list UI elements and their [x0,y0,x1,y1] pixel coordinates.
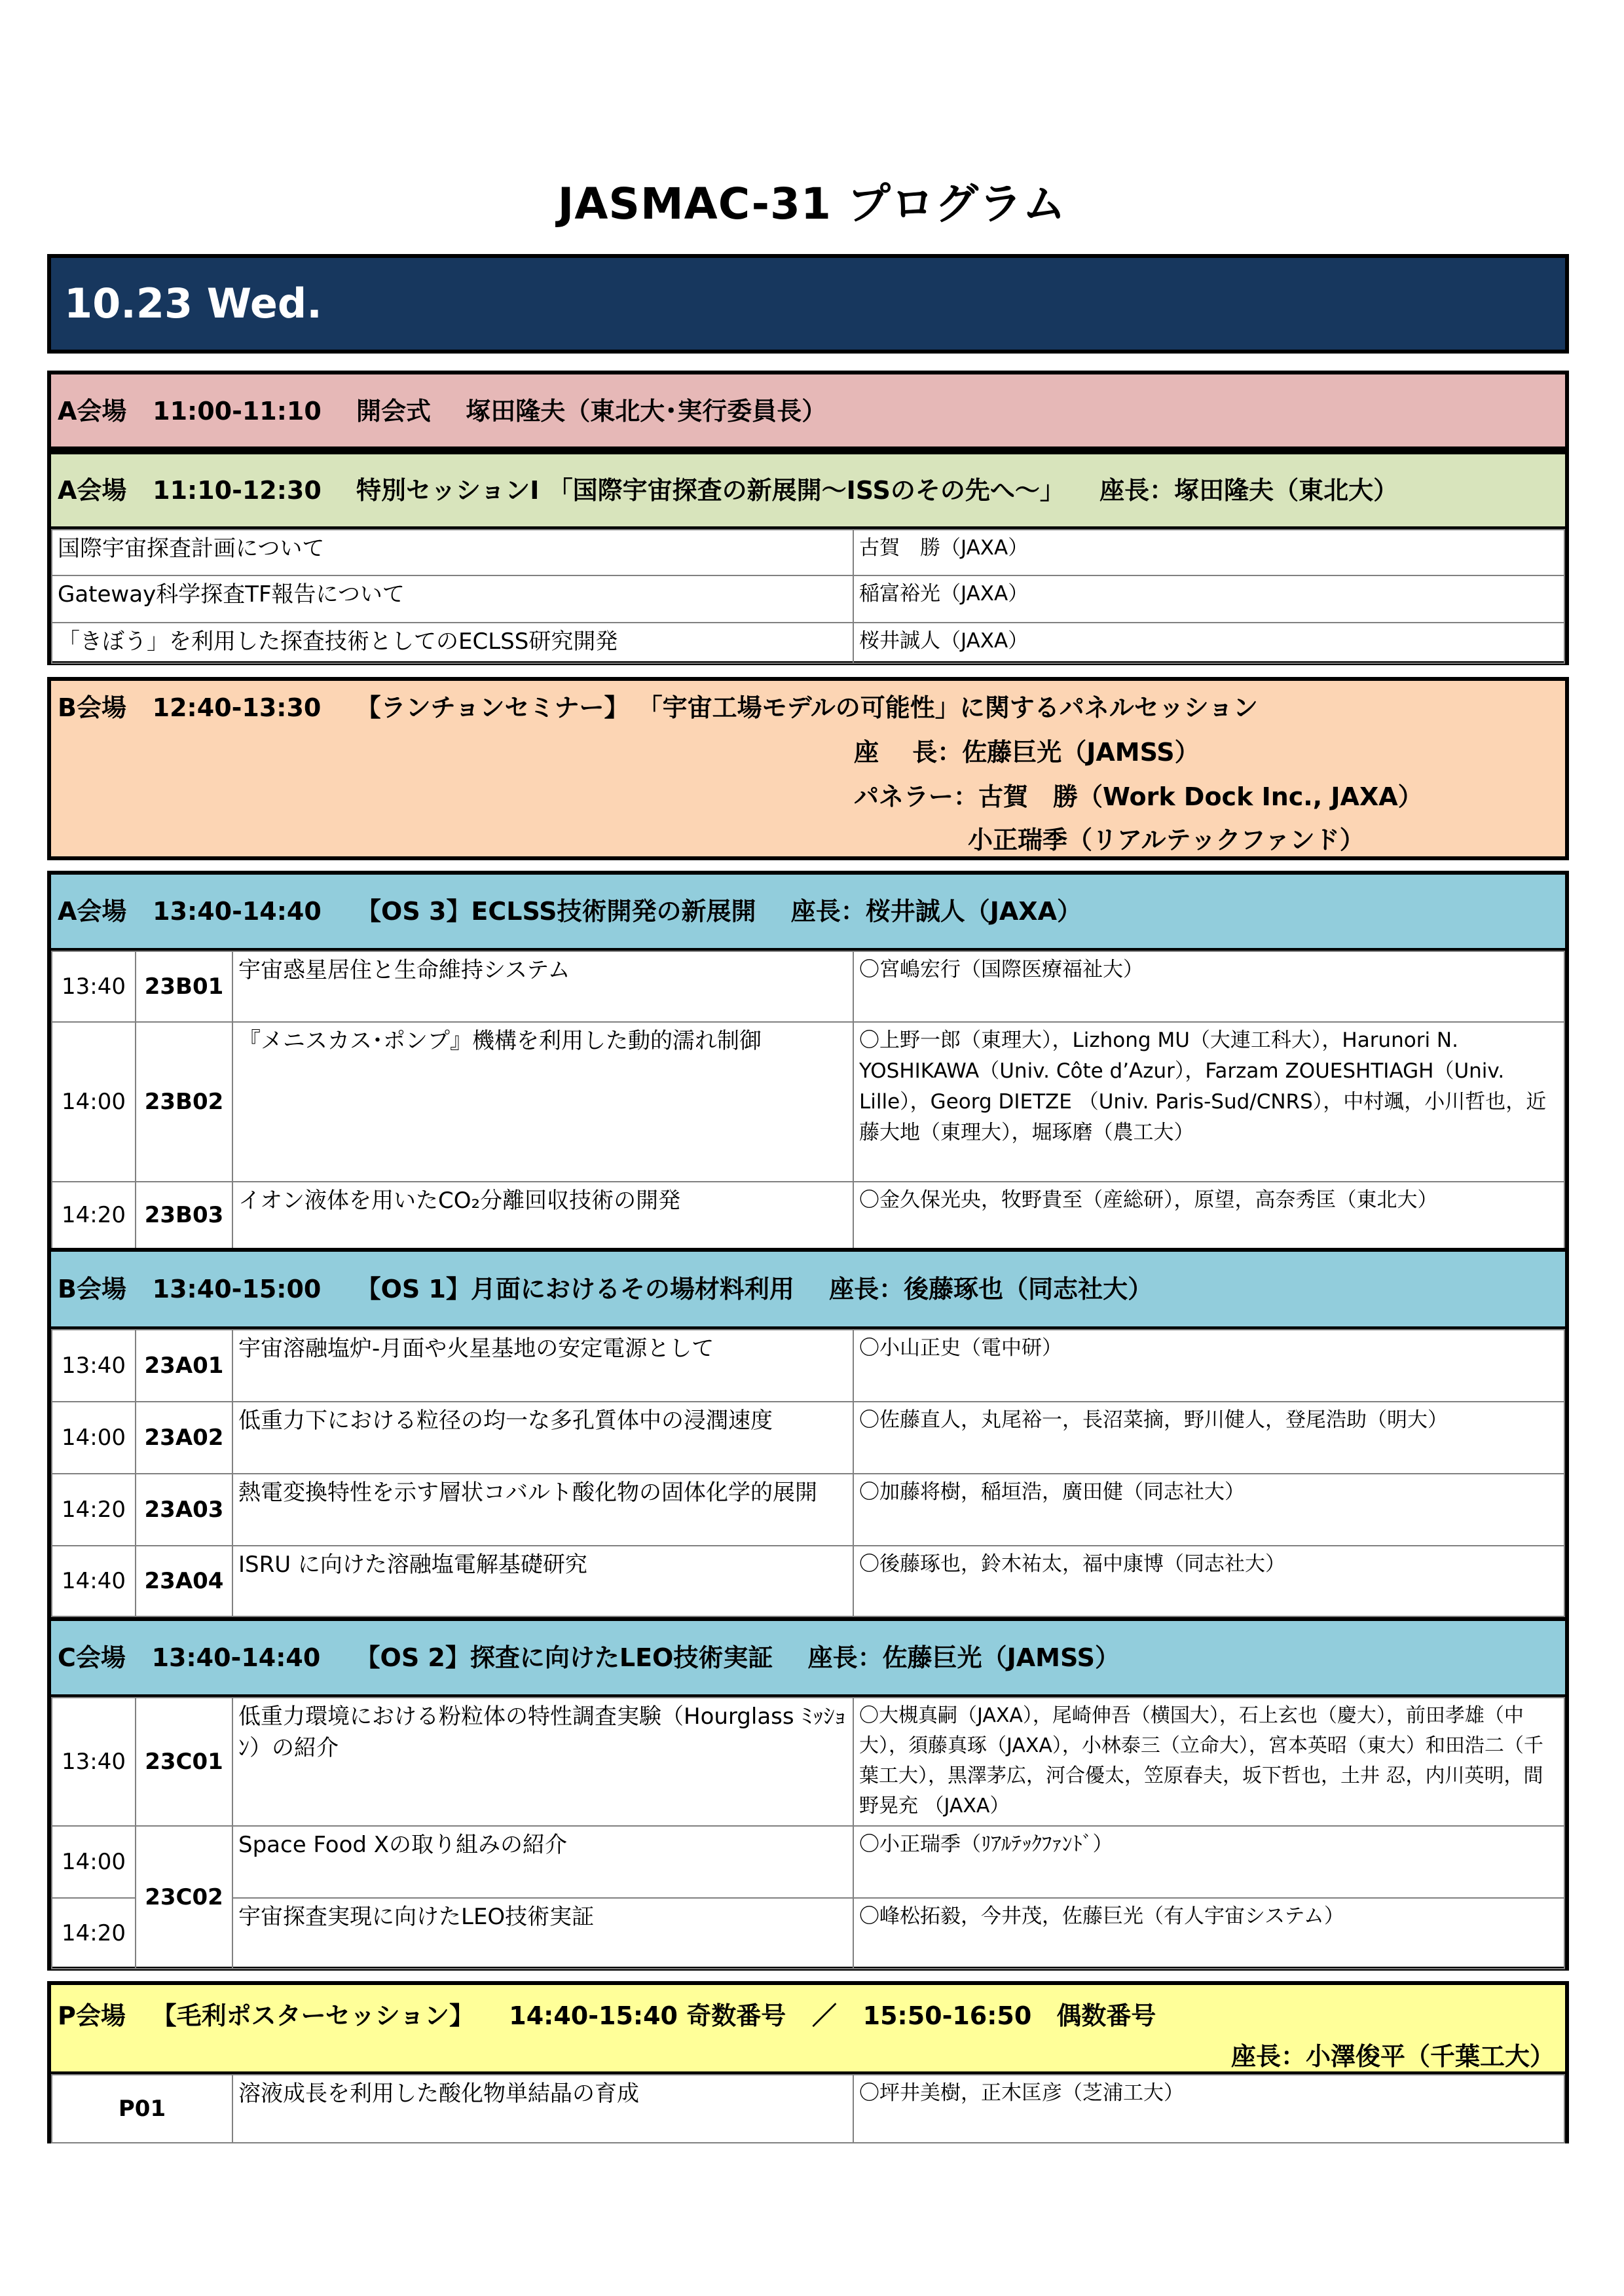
talk-id: 23A02 [136,1402,232,1474]
os2-header [51,1621,1565,1697]
talk-title: 宇宙探査実現に向けたLEO技術実証 [232,1898,853,1969]
venue: C会場 [58,1643,126,1672]
session-time: 13:40-14:40 [153,897,322,926]
venue: B会場 [58,1275,126,1303]
talk-id: 23A04 [136,1546,232,1616]
poster-title: 溶液成長を利用した酸化物単結晶の育成 [232,2075,853,2143]
session-time: 12:40-13:30 [152,693,322,722]
session-time-odd: 14:40-15:40 奇数番号 [509,2001,786,2030]
session-time: 13:40-14:40 [151,1643,321,1672]
os2-session [47,1617,1569,1971]
poster-table [51,2074,1565,2143]
talk-title: イオン液体を用いたCO₂分離回収技術の開発 [232,1182,853,1248]
session-label: 【OS 1】月面におけるその場材料利用 [356,1275,794,1303]
talk-author: 古賀 勝（JAXA） [853,530,1564,575]
os3-table [51,951,1565,1249]
session-chair: 座長：後藤琢也（同志社大） [829,1275,1153,1303]
session-label: 【毛利ポスターセッション】 [151,2001,475,2030]
session-chair: 座長：小澤俊平（千葉工大） [1230,2042,1555,2071]
talk-time: 14:20 [52,1898,136,1969]
luncheon-header [58,687,1258,723]
table-row [52,1546,1564,1616]
talk-time: 14:20 [52,1182,136,1248]
talk-title: 低重力環境における粉粒体の特性調査実験（Hourglass ﾐｯｼｮﾝ）の紹介 [232,1698,853,1826]
talk-id: 23B02 [136,1022,232,1182]
table-row [52,575,1564,623]
venue: A会場 [58,476,127,505]
talk-time: 14:00 [52,1402,136,1474]
talk-title: 熱電変換特性を示す層状コバルト酸化物の固体化学的展開 [232,1474,853,1546]
poster-header [51,1985,1565,2074]
poster-session [47,1981,1569,2143]
session-label: 【ランチョンセミナー】 「宇宙工場モデルの可能性」に関するパネルセッション [356,693,1259,722]
luncheon-session [47,677,1569,860]
table-row [52,1182,1564,1248]
poster-id: P01 [52,2075,232,2143]
talk-author: 〇大槻真嗣（JAXA），尾崎伸吾（横国大），石上玄也（慶大），前田孝雄（中大），須藤真琢（JAXA），小林泰三（立命大），宮本英昭（東大）和田浩二（千葉工大），黒澤茅広，河合優太，笠原春夫，坂下哲也，土井 忍，内川英明，間野晃充 （JAXA） [853,1698,1564,1826]
talk-id: 23C02 [136,1826,232,1969]
panelist-2: 小正瑞季（リアルテックファンド） [968,826,1365,854]
talk-title: Space Food Xの取り組みの紹介 [232,1826,853,1898]
talk-title: 『メニスカス･ポンプ』機構を利用した動的濡れ制御 [232,1022,853,1182]
talk-author: 〇小正瑞季（ﾘｱﾙﾃｯｸﾌｧﾝﾄﾞ） [853,1826,1564,1898]
talk-author: 〇峰松拓毅，今井茂，佐藤巨光（有人宇宙システム） [853,1898,1564,1969]
os3-session [47,871,1569,1252]
talk-time: 14:40 [52,1546,136,1616]
talk-title: 国際宇宙探査計画について [52,530,853,575]
session-chair: 座長：塚田隆夫（東北大） [1099,476,1399,505]
separator: ／ [811,2001,837,2030]
session-chair: 座長：佐藤巨光（JAMSS） [807,1643,1120,1672]
talk-time: 14:20 [52,1474,136,1546]
panelist-1: パネラー：古賀 勝（Work Dock Inc., JAXA） [854,782,1423,811]
talk-time: 14:00 [52,1022,136,1182]
talk-id: 23B01 [136,951,232,1022]
os1-header [51,1252,1565,1329]
venue: A会場 [58,897,127,926]
talk-author: 〇小山正史（電中研） [853,1330,1564,1402]
talk-time: 13:40 [52,1330,136,1402]
talk-id: 23C01 [136,1698,232,1826]
table-row [52,1826,1564,1898]
venue: A会場 [58,397,127,426]
talk-author: 〇上野一郎（東理大），Lizhong MU（大連工科大），Harunori N. YOSHIKAWA（Univ. Côte d’Azur），Farzam ZOUESHTIAGH（Univ. Lille），Georg DIETZE （Univ. Paris-Sud/CNRS），中村颯，小川哲也，近藤大地（東理大），堀琢磨（農工大） [853,1022,1564,1182]
table-row [52,951,1564,1022]
talk-title: 低重力下における粒径の均一な多孔質体中の浸潤速度 [232,1402,853,1474]
session-chair: 座長：桜井誠人（JAXA） [790,897,1082,926]
table-row [52,623,1564,663]
session-time: 11:10-12:30 [153,476,322,505]
poster-header-line1 [58,1995,1156,2032]
session-time: 11:00-11:10 [153,397,322,426]
talk-title: Gateway科学探査TF報告について [52,575,853,623]
talk-author: 〇金久保光央，牧野貴至（産総研），原望，高奈秀匡（東北大） [853,1182,1564,1248]
table-row [52,530,1564,575]
poster-author: 〇坪井美樹，正木匡彦（芝浦工大） [853,2075,1564,2143]
special-table [51,529,1565,664]
talk-id: 23A01 [136,1330,232,1402]
session-label: 【OS 3】ECLSS技術開発の新展開 [356,897,756,926]
session-time-even: 15:50-16:50 偶数番号 [862,2001,1156,2030]
session-label: 【OS 2】探査に向けたLEO技術実証 [355,1643,773,1672]
speaker: 塚田隆夫（東北大･実行委員長） [466,397,827,426]
table-row [52,1698,1564,1826]
special-session [47,450,1569,665]
talk-time: 14:00 [52,1826,136,1898]
table-row [52,1474,1564,1546]
session-label: 開会式 [356,397,432,426]
os3-header [51,875,1565,951]
talk-title: 「きぼう」を利用した探査技術としてのECLSS研究開発 [52,623,853,663]
talk-author: 〇後藤琢也，鈴木祐太，福中康博（同志社大） [853,1546,1564,1616]
session-time: 13:40-15:00 [152,1275,322,1303]
opening-session [47,371,1569,450]
opening-header [51,374,1565,448]
date-banner: 10.23 Wed. [47,254,1569,354]
special-header [51,454,1565,529]
talk-author: 稲富裕光（JAXA） [853,575,1564,623]
table-row [52,2075,1564,2143]
table-row [52,1330,1564,1402]
os2-table [51,1697,1565,1969]
table-row [52,1022,1564,1182]
table-row [52,1898,1564,1969]
talk-time: 13:40 [52,1698,136,1826]
venue: P会場 [58,2001,126,2030]
talk-title: ISRU に向けた溶融塩電解基礎研究 [232,1546,853,1616]
session-label: 特別セッションⅠ 「国際宇宙探査の新展開～ISSのその先へ～」 [356,476,1065,505]
talk-id: 23A03 [136,1474,232,1546]
talk-author: 桜井誠人（JAXA） [853,623,1564,663]
talk-author: 〇加藤将樹，稲垣浩，廣田健（同志社大） [853,1474,1564,1546]
os1-session [47,1248,1569,1621]
talk-author: 〇佐藤直人，丸尾裕一，長沼菜摘，野川健人，登尾浩助（明大） [853,1402,1564,1474]
os1-table [51,1329,1565,1617]
talk-author: 〇宮嶋宏行（国際医療福祉大） [853,951,1564,1022]
table-row [52,1402,1564,1474]
talk-title: 宇宙惑星居住と生命維持システム [232,951,853,1022]
page-title: JASMAC-31 プログラム [557,179,1067,229]
venue: B会場 [58,693,126,722]
session-chair: 座 長：佐藤巨光（JAMSS） [854,738,1200,767]
talk-time: 13:40 [52,951,136,1022]
talk-id: 23B03 [136,1182,232,1248]
talk-title: 宇宙溶融塩炉-月面や火星基地の安定電源として [232,1330,853,1402]
